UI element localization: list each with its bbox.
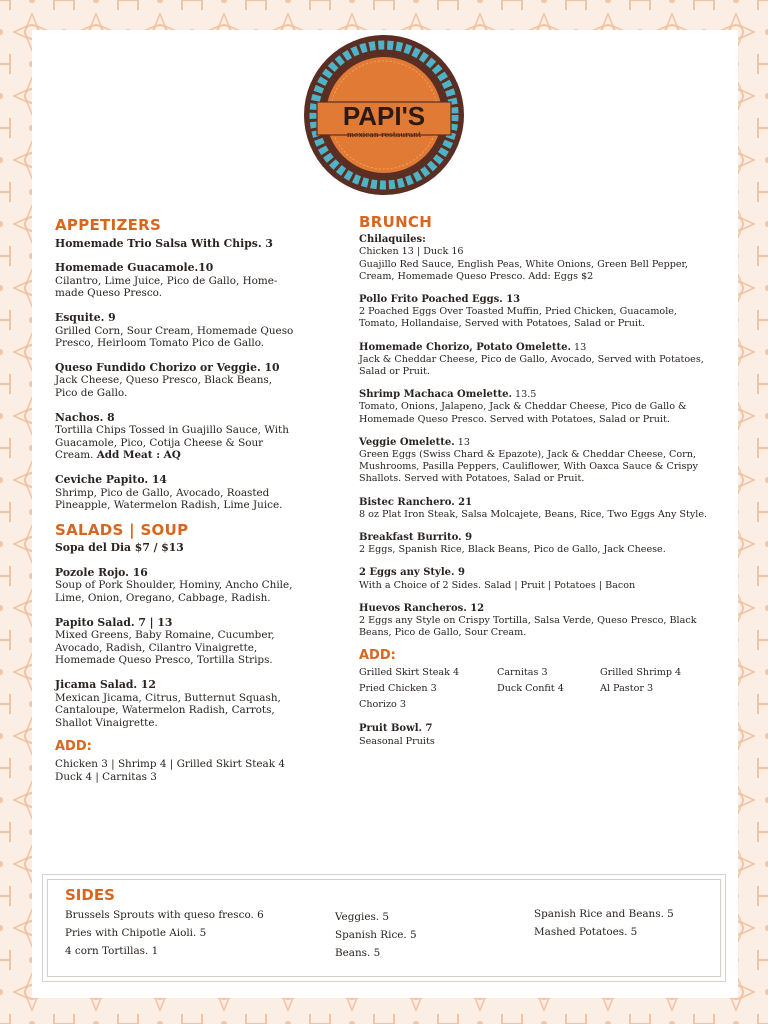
menu-item: Pollo Frito Poached Eggs. 13 2 Poached Eggs Over Toasted Muffin, Pried Chicken, Guacamole, Tomato, Hollandaise, Served with Potatoes, Salad or Pruit.: [359, 294, 677, 330]
add-item: Carnitas 3: [497, 666, 548, 678]
menu-item: Pruit Bowl. 7 Seasonal Pruits: [359, 723, 435, 747]
menu-item: Bistec Ranchero. 21 8 oz Plat Iron Steak, Salsa Molcajete, Beans, Rice, Two Eggs Any Style.: [359, 496, 708, 520]
salads-title: SALADS | SOUP: [55, 520, 189, 539]
menu-item: Huevos Rancheros. 12 2 Eggs any Style on Crispy Tortilla, Salsa Verde, Queso Presco, Black Beans, Pico de Gallo, Sour Cream.: [359, 602, 697, 639]
logo-tagline: mexican restaurant: [346, 130, 422, 139]
side-item: 4 corn Tortillas. 1: [65, 945, 159, 957]
menu-item: Homemade Chorizo, Potato Omelette. 13 Jack & Cheddar Cheese, Pico de Gallo, Avocado, Served with Potatoes, Salad or Pruit.: [359, 341, 704, 378]
salads-add-line: Chicken 3 | Shrimp 4 | Grilled Skirt Steak 4: [55, 758, 285, 770]
side-item: Spanish Rice and Beans. 5: [534, 908, 674, 920]
side-item: Beans. 5: [335, 947, 381, 959]
sides-title: SIDES: [65, 886, 115, 904]
sides-column: [65, 906, 264, 960]
salads-add-title: ADD:: [55, 739, 92, 755]
brunch-add-grid: [359, 667, 711, 712]
add-item: Grilled Shrimp 4: [600, 666, 682, 678]
sides-column: [335, 908, 417, 962]
menu-item: Pozole Rojo. 16 Soup of Pork Shoulder, Hominy, Ancho Chile, Lime, Onion, Oregano, Cabbage, Radish.: [55, 565, 293, 605]
papis-logo: [303, 34, 465, 196]
menu-item: Breakfast Burrito. 9 2 Eggs, Spanish Rice, Black Beans, Pico de Gallo, Jack Cheese.: [359, 532, 666, 556]
menu-item: 2 Eggs any Style. 9 With a Choice of 2 Sides. Salad | Pruit | Potatoes | Bacon: [359, 567, 636, 591]
brunch-title: BRUNCH: [359, 213, 433, 231]
left-column: [55, 216, 295, 783]
add-item: Duck Confit 4: [497, 682, 564, 694]
logo-name: PAPI'S: [342, 101, 426, 131]
menu-item: Homemade Trio Salsa With Chips. 3: [55, 236, 273, 250]
side-item: Spanish Rice. 5: [335, 929, 417, 941]
menu-item: Shrimp Machaca Omelette. 13.5 Tomato, Onions, Jalapeno, Jack & Cheddar Cheese, Pico de Gallo & Homemade Queso Presco. Served with Potatoes, Salad or Pruit.: [359, 389, 687, 425]
side-item: Brussels Sprouts with queso fresco. 6: [65, 909, 264, 921]
appetizers-title: APPETIZERS: [55, 216, 162, 234]
right-column: [359, 213, 711, 759]
add-item: Grilled Skirt Steak 4: [359, 666, 460, 678]
add-item: Pried Chicken 3: [359, 682, 437, 694]
menu-item: Sopa del Dia $7 / $13: [55, 541, 184, 555]
side-item: Mashed Potatoes. 5: [534, 926, 638, 938]
menu-item: Veggie Omelette. 13 Green Eggs (Swiss Chard & Epazote), Jack & Cheddar Cheese, Corn, Mushrooms, Pasilla Peppers, Cauliflower, With Oaxca Sauce & Crispy Shallots. Served with Potatoes, Salad or Pruit.: [359, 436, 698, 485]
menu-item: Queso Fundido Chorizo or Veggie. 10 Jack Cheese, Queso Presco, Black Beans, Pico de Gallo.: [55, 360, 280, 399]
menu-item: Homemade Guacamole.10 Cilantro, Lime Juice, Pico de Gallo, Home-made Queso Presco.: [55, 261, 278, 300]
menu-item: Chilaquiles: Chicken 13 | Duck 16 Guajillo Red Sauce, English Peas, White Onions, Green Bell Pepper, Cream, Homemade Queso Presco. Add: Eggs $2: [359, 234, 689, 282]
add-item: Chorizo 3: [359, 699, 406, 711]
menu-item: Nachos. 8 Tortilla Chips Tossed in Guajillo Sauce, With Guacamole, Pico, Cotija Cheese & Sour Cream. Add Meat : AQ: [55, 410, 289, 462]
sides-box: [42, 874, 726, 982]
menu-item: Ceviche Papito. 14 Shrimp, Pico de Gallo, Avocado, Roasted Pineapple, Watermelon Radish, Lime Juice.: [55, 472, 283, 512]
brunch-add-title: ADD:: [359, 648, 396, 664]
sides-column: [534, 905, 674, 941]
add-item: Al Pastor 3: [600, 682, 654, 694]
menu-item: Jicama Salad. 12 Mexican Jicama, Citrus, Butternut Squash, Cantaloupe, Watermelon Radish, Carrots, Shallot Vinaigrette.: [55, 678, 281, 729]
side-item: Pries with Chipotle Aioli. 5: [65, 927, 207, 939]
salads-add-line: Duck 4 | Carnitas 3: [55, 770, 157, 783]
side-item: Veggies. 5: [335, 911, 390, 923]
menu-item: Esquite. 9 Grilled Corn, Sour Cream, Homemade Queso Presco, Heirloom Tomato Pico de Gallo.: [55, 310, 294, 350]
menu-item: Papito Salad. 7 | 13 Mixed Greens, Baby Romaine, Cucumber, Avocado, Radish, Cilantro Vinaigrette, Homemade Queso Presco, Tortilla Strips.: [55, 615, 275, 667]
